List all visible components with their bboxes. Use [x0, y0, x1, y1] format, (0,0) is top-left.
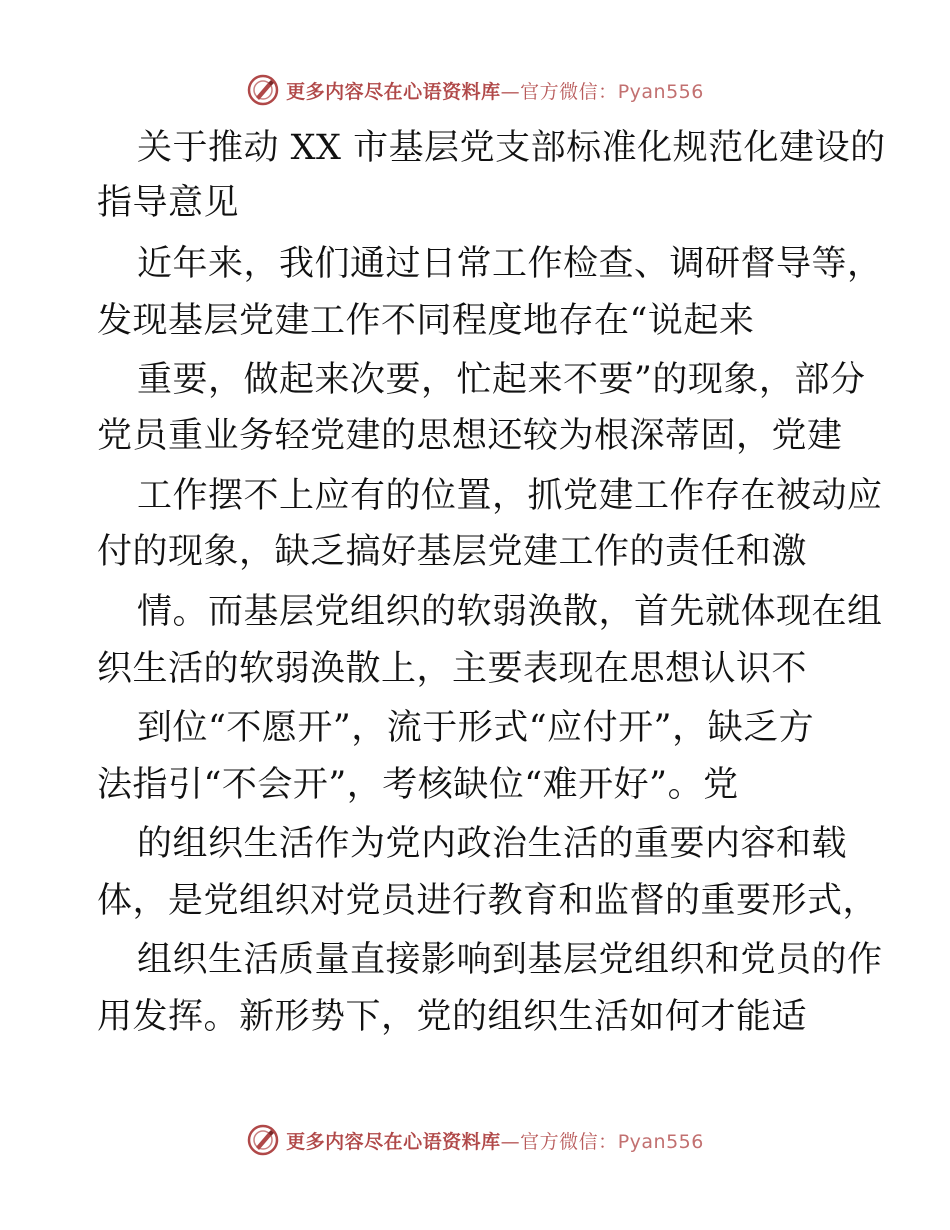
- title-line-2: 指导意见: [97, 183, 240, 223]
- watermark-main: 更多内容尽在心语资料库: [286, 80, 501, 103]
- pen-logo-icon: [246, 1123, 280, 1157]
- pen-logo-icon: [246, 73, 280, 107]
- paragraph-line: 近年来，我们通过日常工作检查、调研督导等，: [137, 244, 883, 284]
- watermark-text: [286, 1127, 704, 1154]
- paragraph-line: 法指引“不会开”，考核缺位“难开好”。党: [97, 765, 739, 805]
- paragraph-line: 付的现象，缺乏搞好基层党建工作的责任和激: [97, 532, 808, 572]
- paragraph-line: 党员重业务轻党建的思想还较为根深蒂固，党建: [97, 416, 843, 456]
- paragraph-line: 的组织生活作为党内政治生活的重要内容和载: [137, 824, 848, 864]
- paragraph-line: 发现基层党建工作不同程度地存在“说起来: [97, 301, 755, 341]
- watermark-text: [286, 77, 704, 104]
- watermark-sep: —: [500, 80, 521, 103]
- watermark-sep: —: [500, 1130, 521, 1153]
- paragraph-line: 重要，做起来次要，忙起来不要”的现象，部分: [137, 360, 866, 400]
- watermark-tail: 官方微信：: [520, 80, 618, 103]
- paragraph-line: 情。而基层党组织的软弱涣散，首先就体现在组: [137, 592, 883, 632]
- watermark-main: 更多内容尽在心语资料库: [286, 1130, 501, 1153]
- paragraph-line: 体，是党组织对党员进行教育和监督的重要形式，: [97, 881, 879, 921]
- footer-watermark: [0, 1120, 950, 1160]
- watermark-id: Pyan556: [617, 80, 704, 103]
- paragraph-line: 工作摆不上应有的位置，抓党建工作存在被动应: [137, 476, 883, 516]
- watermark-id: Pyan556: [617, 1130, 704, 1153]
- watermark-tail: 官方微信：: [520, 1130, 618, 1153]
- title-line-1: 关于推动 XX 市基层党支部标准化规范化建设的: [137, 128, 886, 168]
- header-watermark: [0, 70, 950, 110]
- paragraph-line: 用发挥。新形势下，党的组织生活如何才能适: [97, 997, 808, 1037]
- paragraph-line: 织生活的软弱涣散上，主要表现在思想认识不: [97, 649, 808, 689]
- paragraph-line: 组织生活质量直接影响到基层党组织和党员的作: [137, 940, 883, 980]
- paragraph-line: 到位“不愿开”，流于形式“应付开”，缺乏方: [137, 708, 815, 748]
